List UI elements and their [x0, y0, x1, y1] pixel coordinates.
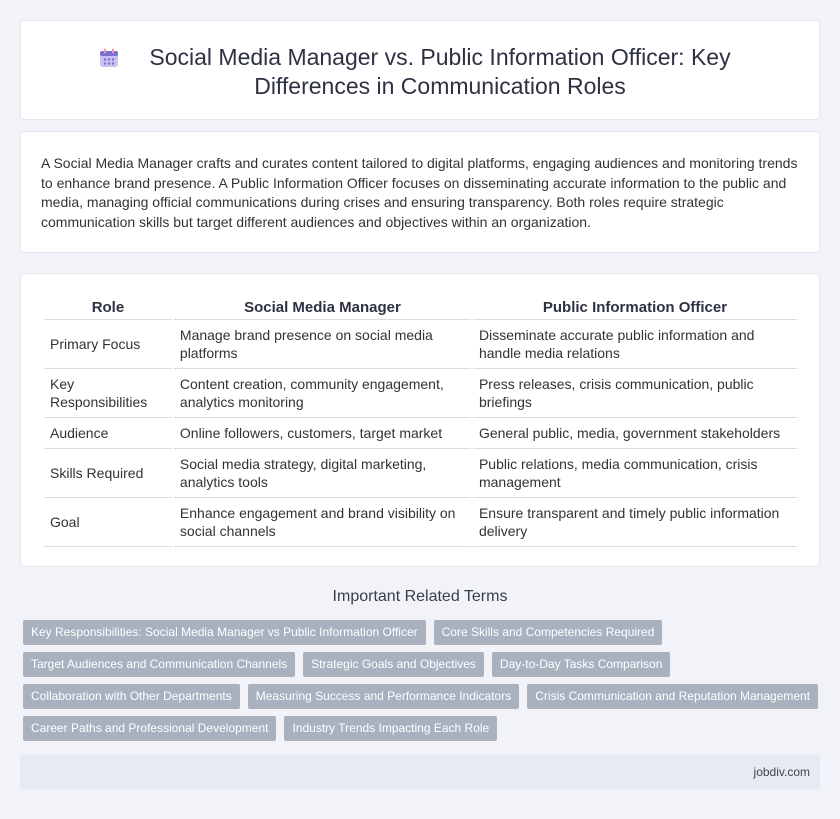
- related-term-tag[interactable]: Measuring Success and Performance Indicators: [248, 684, 519, 709]
- tag-row: [23, 684, 823, 716]
- table-cell: Enhance engagement and brand visibility on social channels: [174, 498, 471, 547]
- table-row: [44, 449, 797, 498]
- related-term-tag[interactable]: Day-to-Day Tasks Comparison: [492, 652, 671, 677]
- related-term-tag[interactable]: Industry Trends Impacting Each Role: [284, 716, 497, 741]
- comparison-table: [42, 295, 799, 547]
- table-cell-role: Audience: [44, 418, 172, 449]
- related-term-tag[interactable]: Crisis Communication and Reputation Management: [527, 684, 818, 709]
- table-cell: Online followers, customers, target market: [174, 418, 471, 449]
- related-terms-title: Important Related Terms: [332, 588, 508, 605]
- tag-row: [23, 716, 823, 748]
- table-cell-role: Goal: [44, 498, 172, 547]
- table-row: [44, 369, 797, 418]
- header-role: Role: [44, 295, 172, 320]
- header-public-information-officer: Public Information Officer: [473, 295, 797, 320]
- related-term-tag[interactable]: Collaboration with Other Departments: [23, 684, 240, 709]
- tag-row: [23, 620, 823, 652]
- related-term-tag[interactable]: Career Paths and Professional Development: [23, 716, 276, 741]
- page-title-line-1: Social Media Manager vs. Public Information Officer: Key: [149, 44, 731, 70]
- tag-row: [23, 652, 823, 684]
- table-row: [44, 418, 797, 449]
- page-title: [101, 43, 779, 101]
- comparison-table-card: [20, 273, 820, 567]
- intro-paragraph: A Social Media Manager crafts and curates content tailored to digital platforms, engaging audiences and monitoring trends to enhance brand presence. A Public Information Officer focuses on disseminating accurate information to the public and media, managing official communications during crises and ensuring transparency. Both roles require strategic communication skills but target different audiences and objectives within an organization.: [41, 155, 798, 230]
- table-cell-role: Primary Focus: [44, 320, 172, 369]
- table-cell-role: Key Responsibilities: [44, 369, 172, 418]
- related-term-tag[interactable]: Core Skills and Competencies Required: [434, 620, 663, 645]
- footer: [20, 755, 820, 789]
- table-cell-role: Skills Required: [44, 449, 172, 498]
- table-cell: Public relations, media communication, crisis management: [473, 449, 797, 498]
- page-title-line-2: Differences in Communication Roles: [254, 73, 626, 99]
- related-terms-tags: [23, 620, 823, 748]
- table-cell: Social media strategy, digital marketing, analytics tools: [174, 449, 471, 498]
- table-cell: Press releases, crisis communication, public briefings: [473, 369, 797, 418]
- related-term-tag[interactable]: Key Responsibilities: Social Media Manager vs Public Information Officer: [23, 620, 426, 645]
- intro-card: [20, 131, 820, 253]
- related-term-tag[interactable]: Target Audiences and Communication Channels: [23, 652, 295, 677]
- table-cell: Disseminate accurate public information and handle media relations: [473, 320, 797, 369]
- table-cell: Ensure transparent and timely public information delivery: [473, 498, 797, 547]
- table-row: [44, 498, 797, 547]
- related-term-tag[interactable]: Strategic Goals and Objectives: [303, 652, 484, 677]
- table-cell: Content creation, community engagement, analytics monitoring: [174, 369, 471, 418]
- header-card: [20, 20, 820, 120]
- table-row: [44, 320, 797, 369]
- table-cell: Manage brand presence on social media platforms: [174, 320, 471, 369]
- header-social-media-manager: Social Media Manager: [174, 295, 471, 320]
- table-header-row: [44, 295, 797, 320]
- footer-site-link[interactable]: jobdiv.com: [753, 765, 810, 779]
- table-cell: General public, media, government stakeholders: [473, 418, 797, 449]
